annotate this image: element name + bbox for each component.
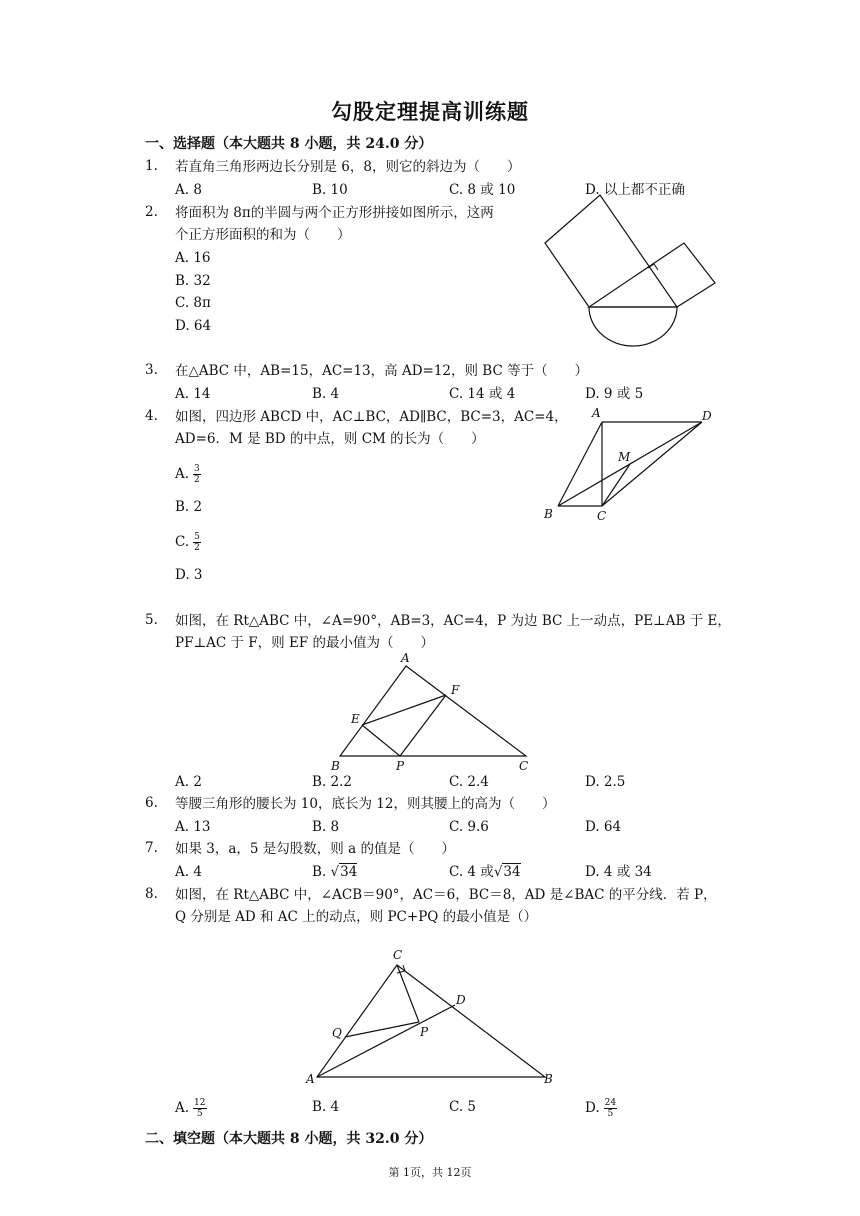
question-4-option-a: A. $\frac{3}{2}$: [175, 464, 200, 485]
question-2-option-c: C. 8π: [175, 295, 211, 311]
question-7-option-a: A. 4: [175, 864, 202, 880]
question-5-number: 5.: [145, 612, 158, 628]
question-2-option-a: A. 16: [175, 250, 211, 266]
sqrt-radicand: 34: [340, 864, 358, 880]
question-5-option-d: D. 2.5: [585, 774, 626, 790]
question-4-option-d: D. 3: [175, 567, 203, 583]
question-1-stem: 若直角三角形两边长分别是 6，8，则它的斜边为（ ）: [175, 159, 521, 175]
question-6-number: 6.: [145, 795, 158, 811]
label-d: D: [456, 993, 466, 1007]
question-4-stem-line2: AD=6．M 是 BD 的中点，则 CM 的长为（ ）: [175, 431, 485, 447]
question-6-option-b: B. 8: [312, 819, 340, 835]
page-title: 勾股定理提高训练题: [331, 99, 529, 124]
fraction: $\frac{24}{5}$: [604, 1098, 617, 1119]
label-c: C: [393, 948, 403, 962]
label-c: C: [519, 759, 529, 773]
question-1-option-a: A. 8: [175, 182, 202, 198]
question-2-stem-line2: 个正方形面积的和为（ ）: [175, 227, 351, 243]
question-1-option-c: C. 8 或 10: [449, 182, 516, 198]
fraction: $\frac{12}{5}$: [194, 1098, 206, 1119]
label-b: B: [331, 759, 340, 773]
question-2-number: 2.: [145, 204, 158, 220]
question-1-option-d: D. 以上都不正确: [585, 182, 685, 198]
label-b: B: [544, 1072, 553, 1086]
label-p: P: [420, 1025, 429, 1039]
question-7-option-c: C. 4 或√34: [449, 864, 521, 880]
label-a: A: [592, 406, 601, 420]
question-5-stem-line1: 如图，在 Rt△ABC 中，∠A=90°，AB=3，AC=4，P 为边 BC 上一动点，PE⊥AB 于 E，: [175, 613, 731, 629]
page-footer: 第 1页，共 12页: [388, 1166, 472, 1179]
fraction: $\frac{5}{2}$: [194, 532, 200, 553]
question-1-number: 1.: [145, 158, 158, 174]
label-f: F: [451, 683, 460, 697]
question-5-option-b: B. 2.2: [312, 774, 352, 790]
question-7-number: 7.: [145, 840, 158, 856]
question-1-option-b: B. 10: [312, 182, 348, 198]
label-a: A: [306, 1072, 315, 1086]
label-b: B: [544, 507, 553, 521]
question-8-figure: [300, 945, 565, 1090]
question-7-stem: 如果 3，a，5 是勾股数，则 a 的值是（ ）: [175, 841, 455, 857]
label-q: Q: [332, 1026, 342, 1040]
question-6-stem: 等腰三角形的腰长为 10，底长为 12，则其腰上的高为（ ）: [175, 796, 556, 812]
question-5-option-a: A. 2: [175, 774, 202, 790]
question-5-figure: [325, 650, 535, 775]
question-8-stem-line1: 如图，在 Rt△ABC 中，∠ACB＝90°，AC＝6，BC＝8，AD 是∠BAC 的平分线．若 P，: [175, 887, 717, 903]
question-6-option-d: D. 64: [585, 819, 622, 835]
question-3-option-a: A. 14: [175, 386, 211, 402]
question-3-option-c: C. 14 或 4: [449, 386, 516, 402]
question-7-option-d: D. 4 或 34: [585, 864, 652, 880]
question-8-stem-line2: Q 分别是 AD 和 AC 上的动点，则 PC+PQ 的最小值是（）: [175, 909, 538, 925]
question-2-stem-line1: 将面积为 8π的半圆与两个正方形拼接如图所示，这两: [175, 205, 494, 221]
question-3-stem: 在△ABC 中，AB=15，AC=13，高 AD=12，则 BC 等于（ ）: [175, 363, 589, 379]
label-c: C: [597, 509, 607, 523]
question-7-option-b: B. √34: [312, 864, 358, 880]
label-p: P: [396, 759, 405, 773]
question-8-option-a: A. $\frac{12}{5}$: [175, 1098, 206, 1119]
label-e: E: [351, 712, 360, 726]
question-3-number: 3.: [145, 362, 158, 378]
question-8-option-d: D. $\frac{24}{5}$: [585, 1098, 617, 1119]
question-4-option-c: C. $\frac{5}{2}$: [175, 532, 200, 553]
question-5-stem-line2: PF⊥AC 于 F，则 EF 的最小值为（ ）: [175, 635, 434, 651]
question-8-option-c: C. 5: [449, 1099, 477, 1115]
question-2-figure: [540, 190, 720, 350]
label-m: M: [618, 450, 631, 464]
label-a: A: [401, 651, 410, 665]
question-2-option-d: D. 64: [175, 318, 212, 334]
question-2-option-b: B. 32: [175, 273, 211, 289]
question-3-option-d: D. 9 或 5: [585, 386, 644, 402]
label-d: D: [702, 409, 712, 423]
fraction: $\frac{3}{2}$: [194, 464, 200, 485]
question-4-option-b: B. 2: [175, 499, 203, 515]
question-4-number: 4.: [145, 408, 158, 424]
question-3-option-b: B. 4: [312, 386, 340, 402]
question-5-option-c: C. 2.4: [449, 774, 489, 790]
question-6-option-a: A. 13: [175, 819, 211, 835]
question-8-option-b: B. 4: [312, 1099, 340, 1115]
question-4-figure: [540, 400, 720, 525]
sqrt-radicand: 34: [503, 864, 521, 880]
question-8-number: 8.: [145, 886, 158, 902]
section-heading-fill-in: 二、填空题（本大题共 8 小题，共 32.0 分）: [145, 1131, 433, 1147]
question-6-option-c: C. 9.6: [449, 819, 489, 835]
section-heading-choice: 一、选择题（本大题共 8 小题，共 24.0 分）: [145, 136, 433, 152]
question-4-stem-line1: 如图，四边形 ABCD 中，AC⊥BC，AD∥BC，BC=3，AC=4，: [175, 409, 568, 425]
